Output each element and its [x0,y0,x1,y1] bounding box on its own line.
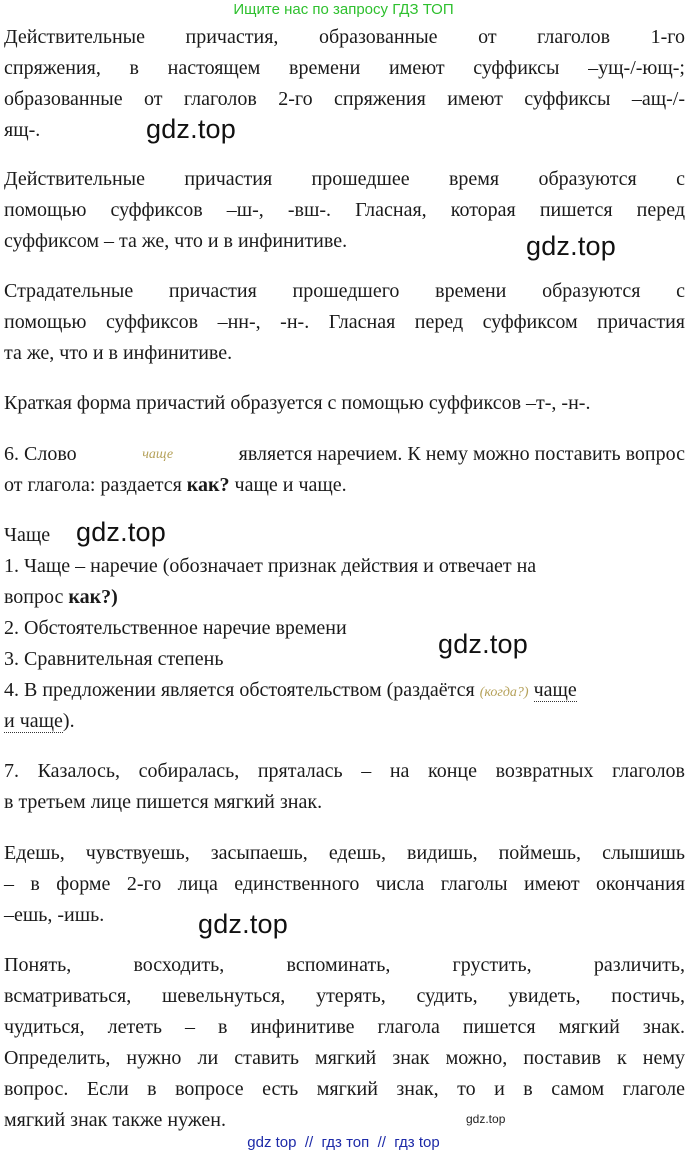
paragraph-infinitive-soft-sign [4,950,685,1136]
text-line: – в форме 2-го лица единственного числа глаголы имеют окончания [4,873,685,895]
text-line: мягкий знак также нужен. [4,1109,226,1131]
text-line: Определить, нужно ли ставить мягкий знак можно, поставив к нему [4,1047,685,1069]
analysis-item-4 [4,675,685,706]
watermark: gdz.top [76,517,166,547]
paragraph-verb-endings [4,838,685,931]
text-fragment: 4. В предложении является обстоятельством (раздаётся [4,679,475,701]
handwritten-word: чаще [142,447,174,462]
text-line [4,439,685,470]
analysis-item-2: 2. Обстоятельственное наречие времени [4,617,347,639]
text-line: Действительные причастия прошедшее время образуются с [4,168,685,190]
paragraph-participles-present [4,22,685,146]
paragraph-participles-past-passive [4,276,685,369]
text-line: в третьем лице пишется мягкий знак. [4,791,323,813]
footer: gdz top // гдз топ // гдз top [247,1134,440,1151]
text-line: суффиксом – та же, что и в инфинитиве. [4,230,348,252]
text-line: Страдательные причастия прошедшего времени образуются с [4,280,685,302]
text-fragment: вопрос [4,586,64,608]
text-line: та же, что и в инфинитиве. [4,342,233,364]
text-line: –ешь, -ишь. [4,904,105,926]
word-analysis [4,520,685,737]
text-line: Краткая форма причастий образуется с помощью суффиксов –т-, -н-. [4,392,591,414]
watermark: gdz.top [198,909,288,939]
text-line: ящ-. [4,119,41,141]
bold-question: как?) [68,586,118,608]
text-line: всматриваться, шевельнуться, утерять, судить, увидеть, постичь, [4,985,685,1007]
paragraph-task-7 [4,756,685,818]
handwritten-question: (когда?) [479,685,529,700]
watermark: gdz.top [438,629,528,659]
text-fragment: является наречием. К нему можно поставить вопрос [238,443,685,465]
bold-question: как? [186,474,230,496]
watermark-small: gdz.top [466,1112,506,1126]
analysis-item-1-cont [4,582,685,613]
analysis-item-4-cont [4,706,685,737]
text-line: вопрос. Если в вопросе есть мягкий знак, то и в самом глаголе [4,1078,685,1100]
text-line: Действительные причастия, образованные от глаголов 1-го [4,26,685,48]
text-line: помощью суффиксов –ш-, -вш-. Гласная, которая пишется перед [4,199,685,221]
text-line: Понять, восходить, вспоминать, грустить, различить, [4,954,685,976]
text-line: образованные от глаголов 2-го спряжения имеют суффиксы –ащ-/- [4,88,685,110]
text-fragment: 6. Слово [4,443,77,465]
text-fragment: от глагола: раздается [4,474,182,496]
text-line [4,470,685,501]
underlined-word: чаще [533,679,577,701]
top-banner: Ищите нас по запросу ГДЗ ТОП [233,1,454,18]
text-line: 7. Казалось, собиралась, пряталась – на конце возвратных глаголов [4,760,685,782]
text-line: спряжения, в настоящем времени имеют суффиксы –ущ-/-ющ-; [4,57,685,79]
paragraph-short-form [4,388,685,419]
paragraph-task-6 [4,439,685,501]
analysis-heading: Чаще [4,524,51,546]
analysis-item-1: 1. Чаще – наречие (обозначает признак действия и отвечает на [4,555,537,577]
text-line: помощью суффиксов –нн-, -н-. Гласная перед суффиксом причастия [4,311,685,333]
watermark: gdz.top [146,114,236,144]
text-fragment: ). [62,710,75,732]
text-line: Едешь, чувствуешь, засыпаешь, едешь, видишь, поймешь, слышишь [4,842,685,864]
watermark: gdz.top [526,231,616,261]
text-fragment: чаще и чаще. [234,474,347,496]
text-line: чудиться, лететь – в инфинитиве глагола пишется мягкий знак. [4,1016,685,1038]
analysis-item-3: 3. Сравнительная степень [4,648,224,670]
underlined-word: и чаще [4,710,63,732]
